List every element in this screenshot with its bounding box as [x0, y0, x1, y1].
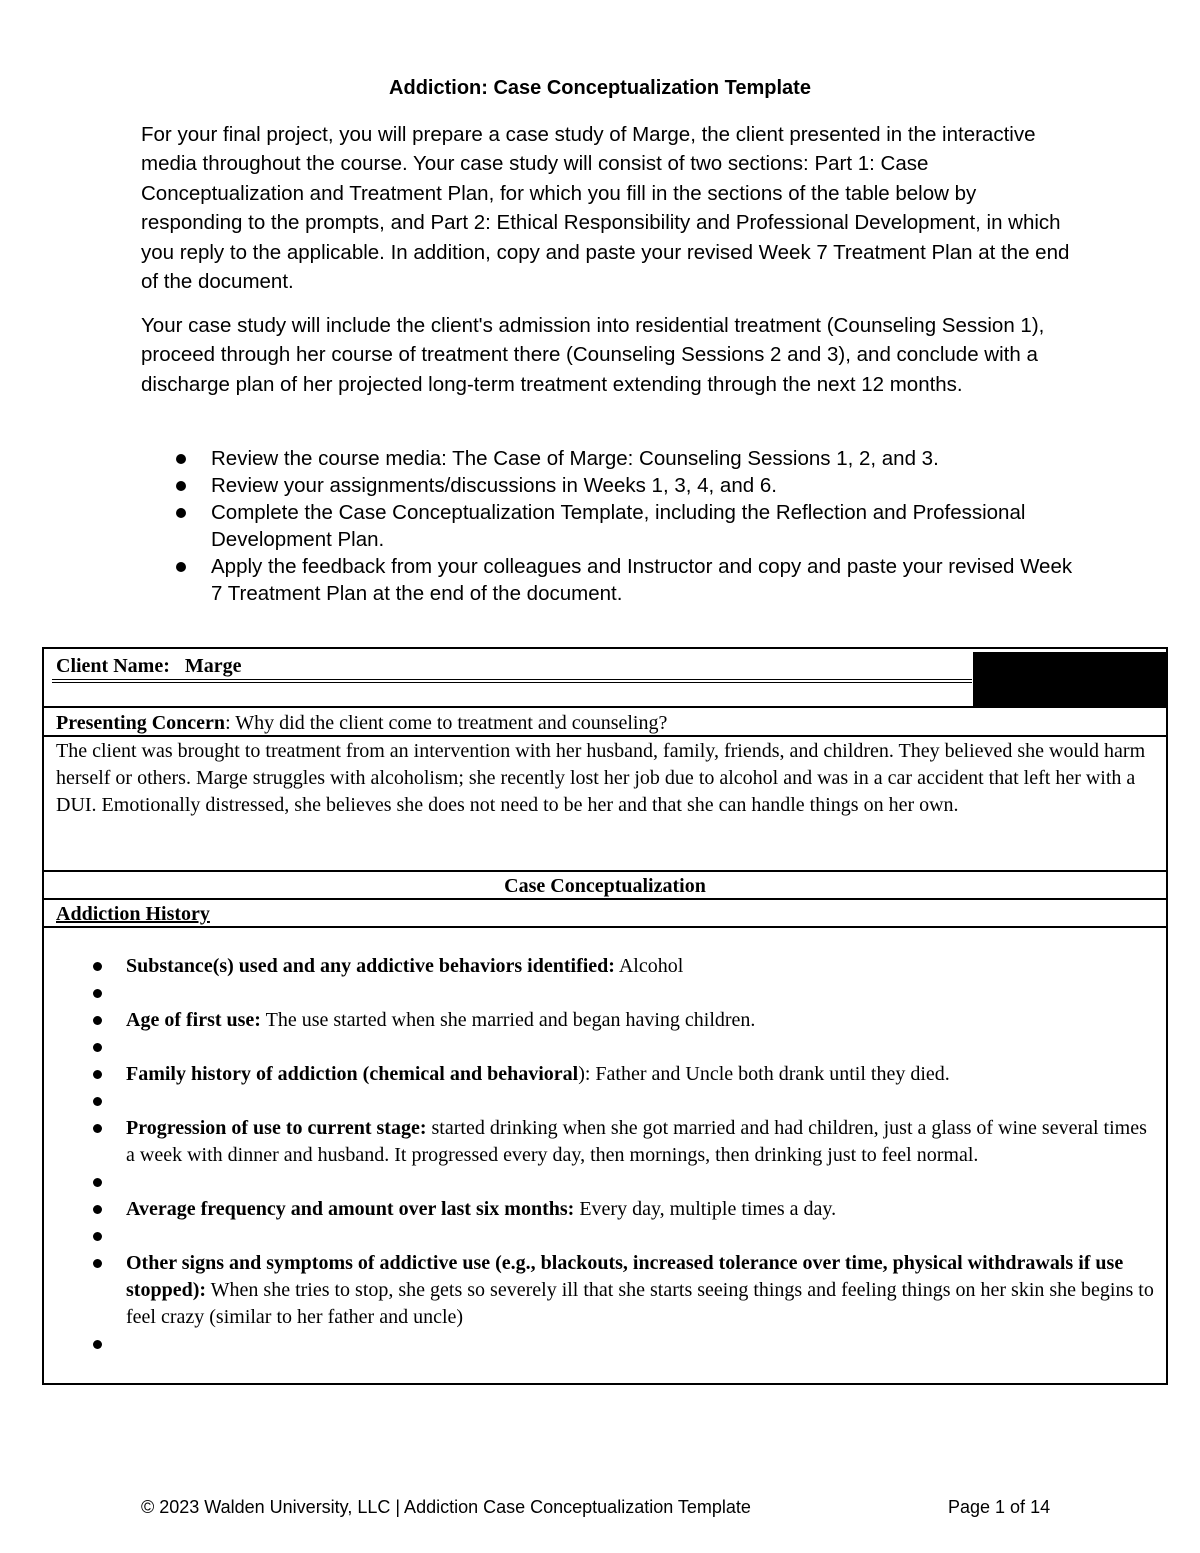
bullet-icon [93, 962, 102, 971]
footer-copyright: © 2023 Walden University, LLC | Addiction Case Conceptualization Template [141, 1497, 751, 1517]
row-divider [44, 735, 1166, 737]
bullet-icon [93, 1043, 102, 1052]
presenting-concern-heading [56, 710, 1156, 737]
bullet-icon [93, 1340, 102, 1349]
bullet-icon [176, 481, 186, 491]
list-item[interactable] [56, 1223, 1156, 1250]
shaded-cell [973, 652, 1166, 707]
bullet-icon [93, 1232, 102, 1241]
list-item[interactable]: Other signs and symptoms of addictive use (e.g., blackouts, increased tolerance over time, physical withdrawals if use stopped): When she tries to stop, she gets so severely ill that she starts seeing things and feeling things on her skin she begins to feel crazy (similar to her father and uncle) [56, 1250, 1156, 1331]
bullet-icon [93, 1124, 102, 1133]
intro-paragraph: Your case study will include the client's admission into residential treatment (Counseling Session 1), proceed through her course of treatment there (Counseling Sessions 2 and 3), and conclude with a discharge plan of her projected long-term treatment extending through the next 12 months. [141, 314, 1045, 396]
underline [52, 682, 972, 683]
row-divider [44, 706, 1166, 708]
bullet-icon [93, 1178, 102, 1187]
row-divider [44, 870, 1166, 872]
bullet-icon [176, 508, 186, 518]
list-item: Review your assignments/discussions in Weeks 1, 3, 4, and 6. [141, 472, 1081, 499]
bullet-icon [93, 1205, 102, 1214]
list-item[interactable]: Age of first use: The use started when she married and began having children. [56, 1007, 1156, 1034]
bullet-icon [176, 562, 186, 572]
list-item[interactable]: Family history of addiction (chemical and behavioral): Father and Uncle both drank until they died. [56, 1061, 1156, 1088]
instruction-list [141, 445, 1081, 607]
intro-paragraph: For your final project, you will prepare a case study of Marge, the client presented in the interactive media throughout the course. Your case study will consist of two sections: Part 1: Case Conceptualization and Treatment Plan, for which you fill in the sections of the table below by responding to the prompts, and Part 2: Ethical Responsibility and Professional Development, in which you reply to the applicable. In addition, copy and paste your revised Week 7 Treatment Plan at the end of the document. [141, 123, 1070, 294]
list-item[interactable] [56, 1088, 1156, 1115]
bullet-icon [93, 1070, 102, 1079]
presenting-concern-prompt: : Why did the client come to treatment and counseling? [225, 712, 668, 734]
bullet-icon [93, 1259, 102, 1268]
list-item[interactable]: Progression of use to current stage: started drinking when she got married and had children, just a glass of wine several times a week with dinner and husband. It progressed every day, then mornings, then drinking just to feel normal. [56, 1115, 1156, 1169]
row-divider [44, 898, 1166, 900]
list-item: Complete the Case Conceptualization Template, including the Reflection and Professional Development Plan. [141, 499, 1081, 553]
list-item: Apply the feedback from your colleagues and Instructor and copy and paste your revised Week 7 Treatment Plan at the end of the document. [141, 553, 1081, 607]
client-name-value[interactable]: Marge [184, 655, 242, 677]
bullet-icon [93, 989, 102, 998]
addiction-history-label: Addiction History [56, 903, 210, 925]
presenting-concern-label: Presenting Concern [56, 712, 226, 734]
bullet-icon [93, 1016, 102, 1025]
client-name-row [56, 653, 956, 680]
row-divider [44, 926, 1166, 928]
underline [52, 679, 972, 680]
list-item[interactable]: Average frequency and amount over last six months: Every day, multiple times a day. [56, 1196, 1156, 1223]
list-item[interactable]: Substance(s) used and any addictive behaviors identified: Alcohol [56, 953, 1156, 980]
list-item: Review the course media: The Case of Marge: Counseling Sessions 1, 2, and 3. [141, 445, 1081, 472]
client-name-label: Client Name: [56, 655, 170, 677]
page-number: Page 1 of 14 [948, 1497, 1051, 1517]
case-form-table [42, 647, 1168, 1385]
case-conceptualization-header: Case Conceptualization [504, 875, 706, 897]
list-item[interactable] [56, 1034, 1156, 1061]
addiction-history-list [56, 953, 1156, 1358]
list-item[interactable] [56, 1169, 1156, 1196]
list-item[interactable] [56, 980, 1156, 1007]
list-item[interactable] [56, 1331, 1156, 1358]
bullet-icon [176, 454, 186, 464]
presenting-concern-answer[interactable]: The client was brought to treatment from an intervention with her husband, family, friends, and children. They believed she would harm herself or others. Marge struggles with alcoholism; she recently lost her job due to alcohol and was in a car accident that left her with a DUI. Emotionally distressed, she believes she does not need to be her and that she can handle things on her own. [56, 740, 1146, 816]
bullet-icon [93, 1097, 102, 1106]
document-title: Addiction: Case Conceptualization Template [389, 77, 811, 99]
